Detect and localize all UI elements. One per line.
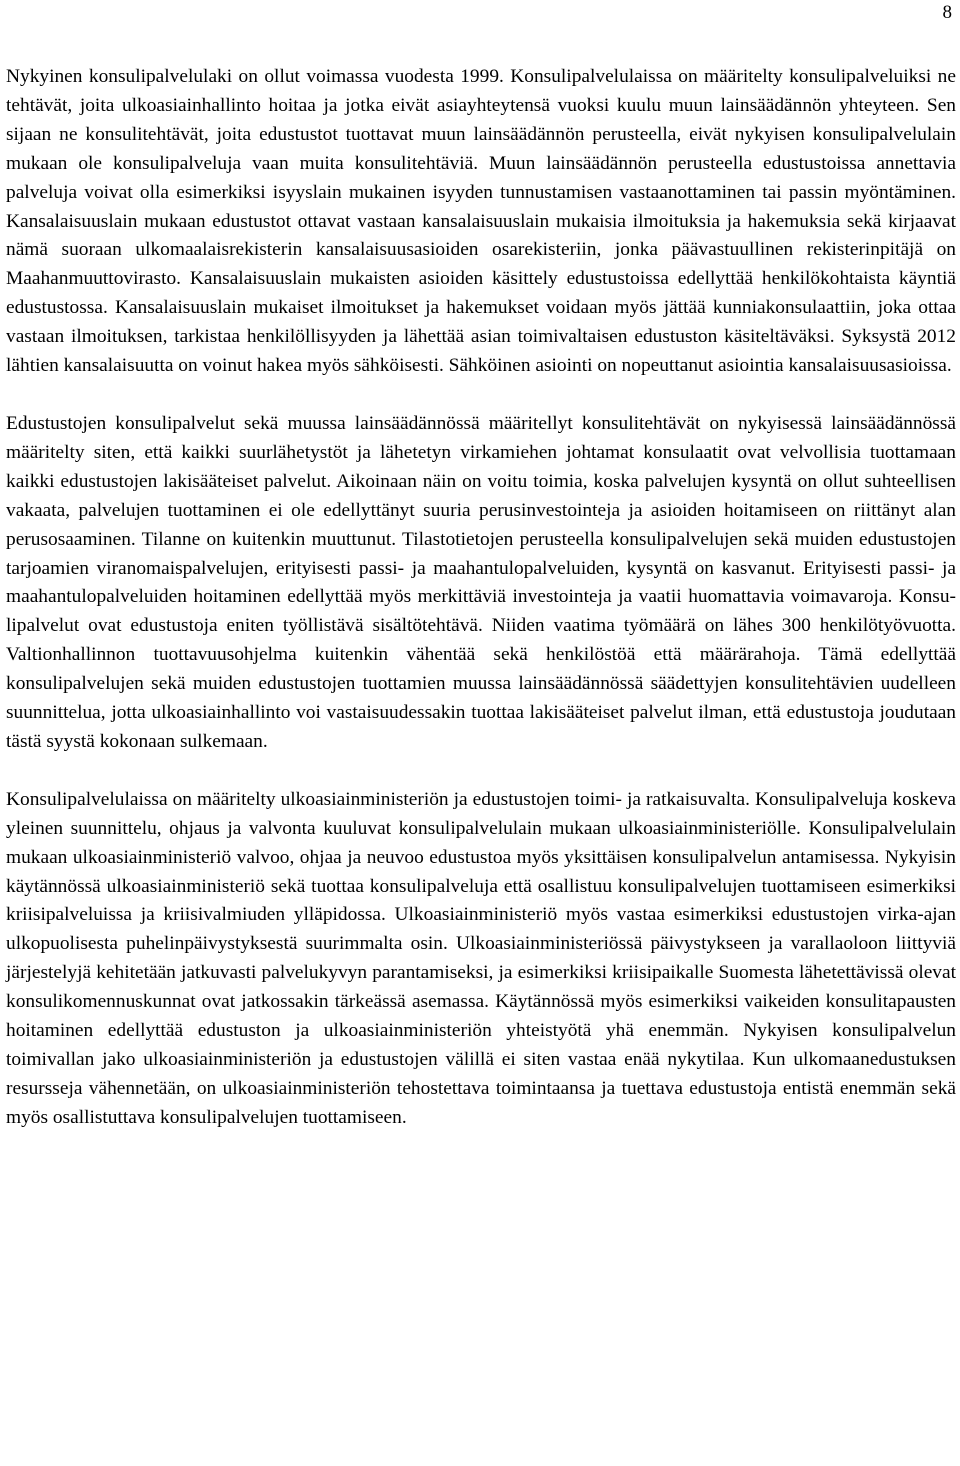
paragraph-mission-services: Edustustojen konsulipalvelut sekä muussa lainsäädännössä määritellyt konsulitehtävät on nykyisessä lainsäädännössä määritelty siten, että kaikki suurlähetystöt ja lähetetyn virkamiehen johtamat konsulaatit ovat velvollisia tuottamaan kaikki edustustojen lakisääteiset palvelut. Aikoinaan näin on voitu toimia, koska palvelujen kysyntä on ollut suhteellisen vakaata, palvelujen tuottaminen ei ole edellyttänyt suuria perusinvestointeja ja asioiden hoitamiseen on riittänyt alan perusosaaminen. Tilanne on kuitenkin muuttunut. Tilastotietojen perusteella konsulipalvelujen sekä muiden edustustojen tarjoamien viranomaispalvelujen, erityisesti passi- ja maahantulopalveluiden, kysyntä on kasvanut. Erityisesti passi- ja maahantulopalveluiden hoitaminen edellyttää myös merkittäviä investointeja ja vaatii huomattavia voimavaroja. Konsulipalvelut ovat edustustoja eniten työllistävä sisältötehtävä. Niiden vaatima työmäärä on lähes 300 henkilötyövuotta. Valtionhallinnon tuottavuusohjelma kuitenkin vähentää sekä henkilöstöä että määrärahoja. Tämä edellyttää konsulipalvelujen sekä muiden edustustojen tuottamien muussa lainsäädännössä säädettyjen konsulitehtävien uudelleen suunnittelua, jotta ulkoasiainhallinto voi vastaisuudessakin tuottaa lakisääteiset palvelut ilman, että edustustoja joudutaan tästä syystä kokonaan sulkemaan. — [6, 412, 956, 752]
document-body — [6, 63, 956, 1133]
page-number: 8 — [942, 2, 952, 23]
paragraph-ministry-competence: Konsulipalvelulaissa on määritelty ulkoasiainministeriön ja edustustojen toimi- ja ratkaisuvalta. Konsulipalveluja koskeva yleinen suunnittelu, ohjaus ja valvonta kuuluvat konsulipalvelulain mukaan ulkoasiainministeriölle. Konsulipalvelulain mukaan ulkoasiainministeriö valvoo, ohjaa ja neuvoo edustustoa myös yksittäisen konsulipalvelun antamisessa. Nykyisin käytännössä ulkoasiainministeriö sekä tuottaa konsulipalveluja että osallistuu konsulipalvelujen tuottamiseen esimerkiksi kriisipalveluissa ja kriisivalmiuden ylläpidossa. Ulkoasiainministeriö myös vastaa esimerkiksi edustustojen virka-ajan ulkopuolisesta puhelinpäivystyksestä suurimmalta osin. Ulkoasiainministeriössä päivystykseen ja varallaoloon liittyviä järjestelyjä kehitetään jatkuvasti palvelukyvyn parantamiseksi, ja esimerkiksi kriisipaikalle Suomesta lähetettävissä olevat konsulikomennuskunnat ovat jatkossakin tärkeässä asemassa. Käytännössä myös esimerkiksi vaikeiden konsulitapausten hoitaminen edellyttää edustuston ja ulkoasiainministeriön yhteistyötä yhä enemmän. Nykyisen konsulipalvelun toimivallan jako ulkoasiainministeriön ja edustustojen välillä ei siten vastaa enää nykytilaa. Kun ulkomaanedustuksen resursseja vähennetään, on ulkoasiainministeriön tehostettava toimintaansa ja tuettava edustustoja entistä enemmän sekä myös osallistuttava konsulipalvelujen tuottamiseen. — [6, 788, 956, 1128]
paragraph-consular-act: Nykyinen konsulipalvelulaki on ollut voimassa vuodesta 1999. Konsulipalvelulaissa on määritelty konsulipalveluiksi ne tehtävät, joita ulkoasiainhallinto hoitaa ja jotka eivät asiayhteytensä vuoksi kuulu muun lainsäädännön yhteyteen. Sen sijaan ne konsulitehtävät, joita edustustot tuottavat muun lainsäädännön perusteella, eivät nykyisen konsulipalvelulain mukaan ole konsulipalveluja vaan muita konsulitehtäviä. Muun lainsäädännön perusteella edustustoissa annettavia palveluja voivat olla esimerkiksi isyyslain mukainen isyyden tunnustamisen vastaanottaminen tai passin myöntäminen. Kansalaisuuslain mukaan edustustot ottavat vastaan kansalaisuuslain mukaisia ilmoituksia ja hakemuksia sekä kirjaavat nämä suoraan ulkomaalaisrekisterin kansalaisuusasioiden osarekisteriin, jonka päävastuullinen rekisterinpitäjä on Maahanmuuttovirasto. Kansalaisuuslain mukaisten asioiden käsittely edustustoissa edellyttää henkilökohtaista käyntiä edustustossa. Kansalaisuuslain mukaiset ilmoitukset ja hakemukset voidaan myös jättää kunniakonsulaattiin, joka ottaa vastaan ilmoituksen, tarkistaa henkilöllisyyden ja lähettää asian toimivaltaisen edustuston käsiteltäväksi. Syksystä 2012 lähtien kansalaisuutta on voinut hakea myös sähköisesti. Sähköinen asiointi on nopeuttanut asiointia kansalaisuusasioissa. — [6, 66, 956, 377]
